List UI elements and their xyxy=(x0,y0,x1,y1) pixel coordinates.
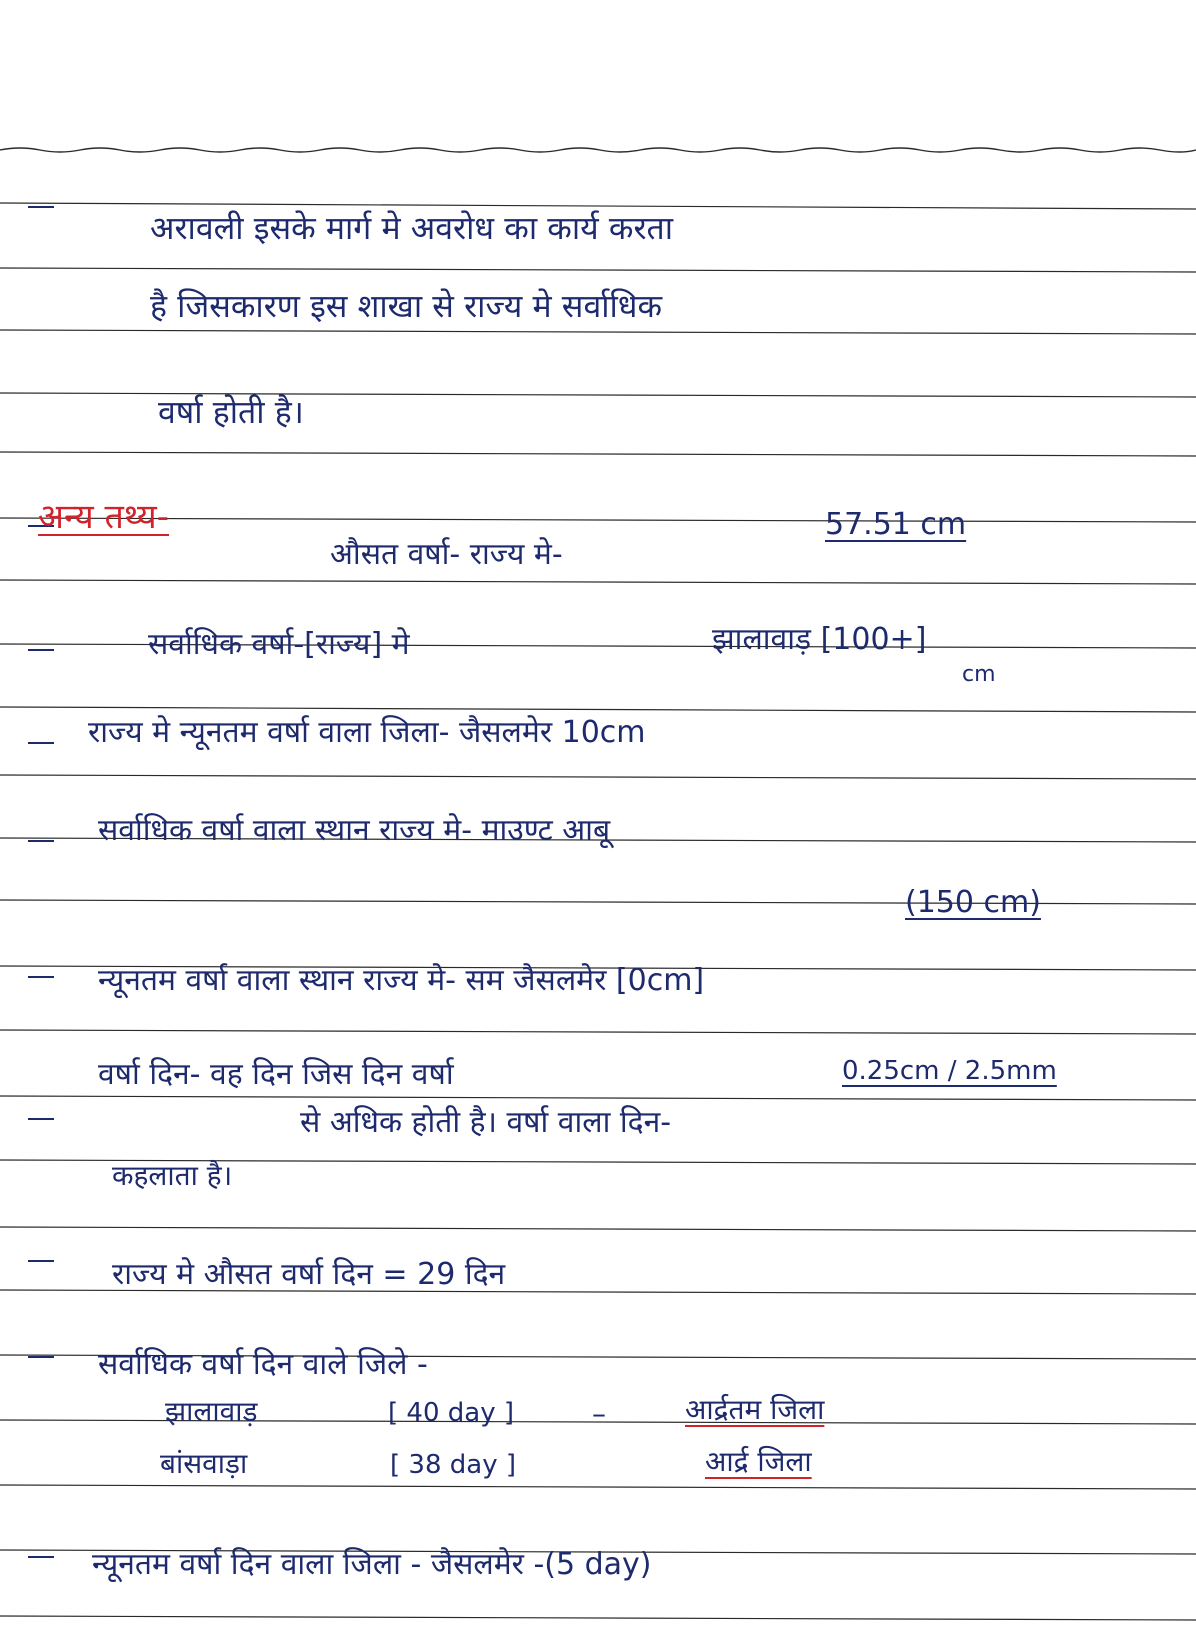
max-rainfall-label: सर्वाधिक वर्षा-[राज्य] मे xyxy=(148,627,410,662)
district-days: [ 38 day ] xyxy=(390,1450,516,1480)
margin-dash xyxy=(28,1556,54,1558)
line-2: है जिसकारण इस शाखा से राज्य मे सर्वाधिक xyxy=(150,287,663,325)
min-rainfall-district: राज्य मे न्यूनतम वर्षा वाला जिला- जैसलमेर 10cm xyxy=(88,715,646,750)
section-heading: अन्य तथ्य- xyxy=(38,497,170,537)
rain-day-threshold: 0.25cm / 2.5mm xyxy=(842,1056,1057,1086)
margin-dash xyxy=(28,976,54,978)
district-name: बांसवाड़ा xyxy=(160,1447,248,1480)
margin-dash xyxy=(28,742,54,744)
margin-dash xyxy=(28,1260,54,1262)
max-rainfall-district: झालावाड़ [100+] xyxy=(712,622,927,657)
max-rainfall-unit: cm xyxy=(962,662,996,687)
max-rainfall-place: सर्वाधिक वर्षा वाला स्थान राज्य मे- माउण्ट आबू xyxy=(98,813,611,848)
district-dash: – xyxy=(592,1397,606,1430)
rain-day-definition: वर्षा दिन- वह दिन जिस दिन वर्षा xyxy=(98,1057,454,1092)
district-days: [ 40 day ] xyxy=(388,1398,514,1428)
line-1: अरावली इसके मार्ग मे अवरोध का कार्य करता xyxy=(150,209,674,247)
margin-dash xyxy=(28,206,54,208)
min-rain-days-district: न्यूनतम वर्षा दिन वाला जिला - जैसलमेर -(5 day) xyxy=(92,1547,652,1582)
district-tag: आर्द्रतम जिला xyxy=(685,1393,825,1426)
line-3: वर्षा होती है। xyxy=(158,393,304,431)
avg-rainfall-label: औसत वर्षा- राज्य मे- xyxy=(330,537,563,572)
margin-dash xyxy=(28,1356,54,1358)
rain-day-definition-end: कहलाता है। xyxy=(112,1159,233,1192)
rain-day-definition-cont: से अधिक होती है। वर्षा वाला दिन- xyxy=(300,1105,672,1140)
avg-rain-days: राज्य मे औसत वर्षा दिन = 29 दिन xyxy=(112,1257,506,1292)
max-rainfall-place-value: (150 cm) xyxy=(905,885,1041,920)
avg-rainfall-value: 57.51 cm xyxy=(825,507,967,542)
margin-dash xyxy=(28,649,54,651)
min-rainfall-place: न्यूनतम वर्षा वाला स्थान राज्य मे- सम जैसलमेर [0cm] xyxy=(98,963,705,998)
margin-dash xyxy=(28,840,54,842)
max-rain-days-heading: सर्वाधिक वर्षा दिन वाले जिले - xyxy=(98,1347,428,1382)
margin-dash xyxy=(28,1118,54,1120)
district-name: झालावाड़ xyxy=(165,1395,258,1428)
district-tag: आर्द्र जिला xyxy=(705,1445,812,1478)
